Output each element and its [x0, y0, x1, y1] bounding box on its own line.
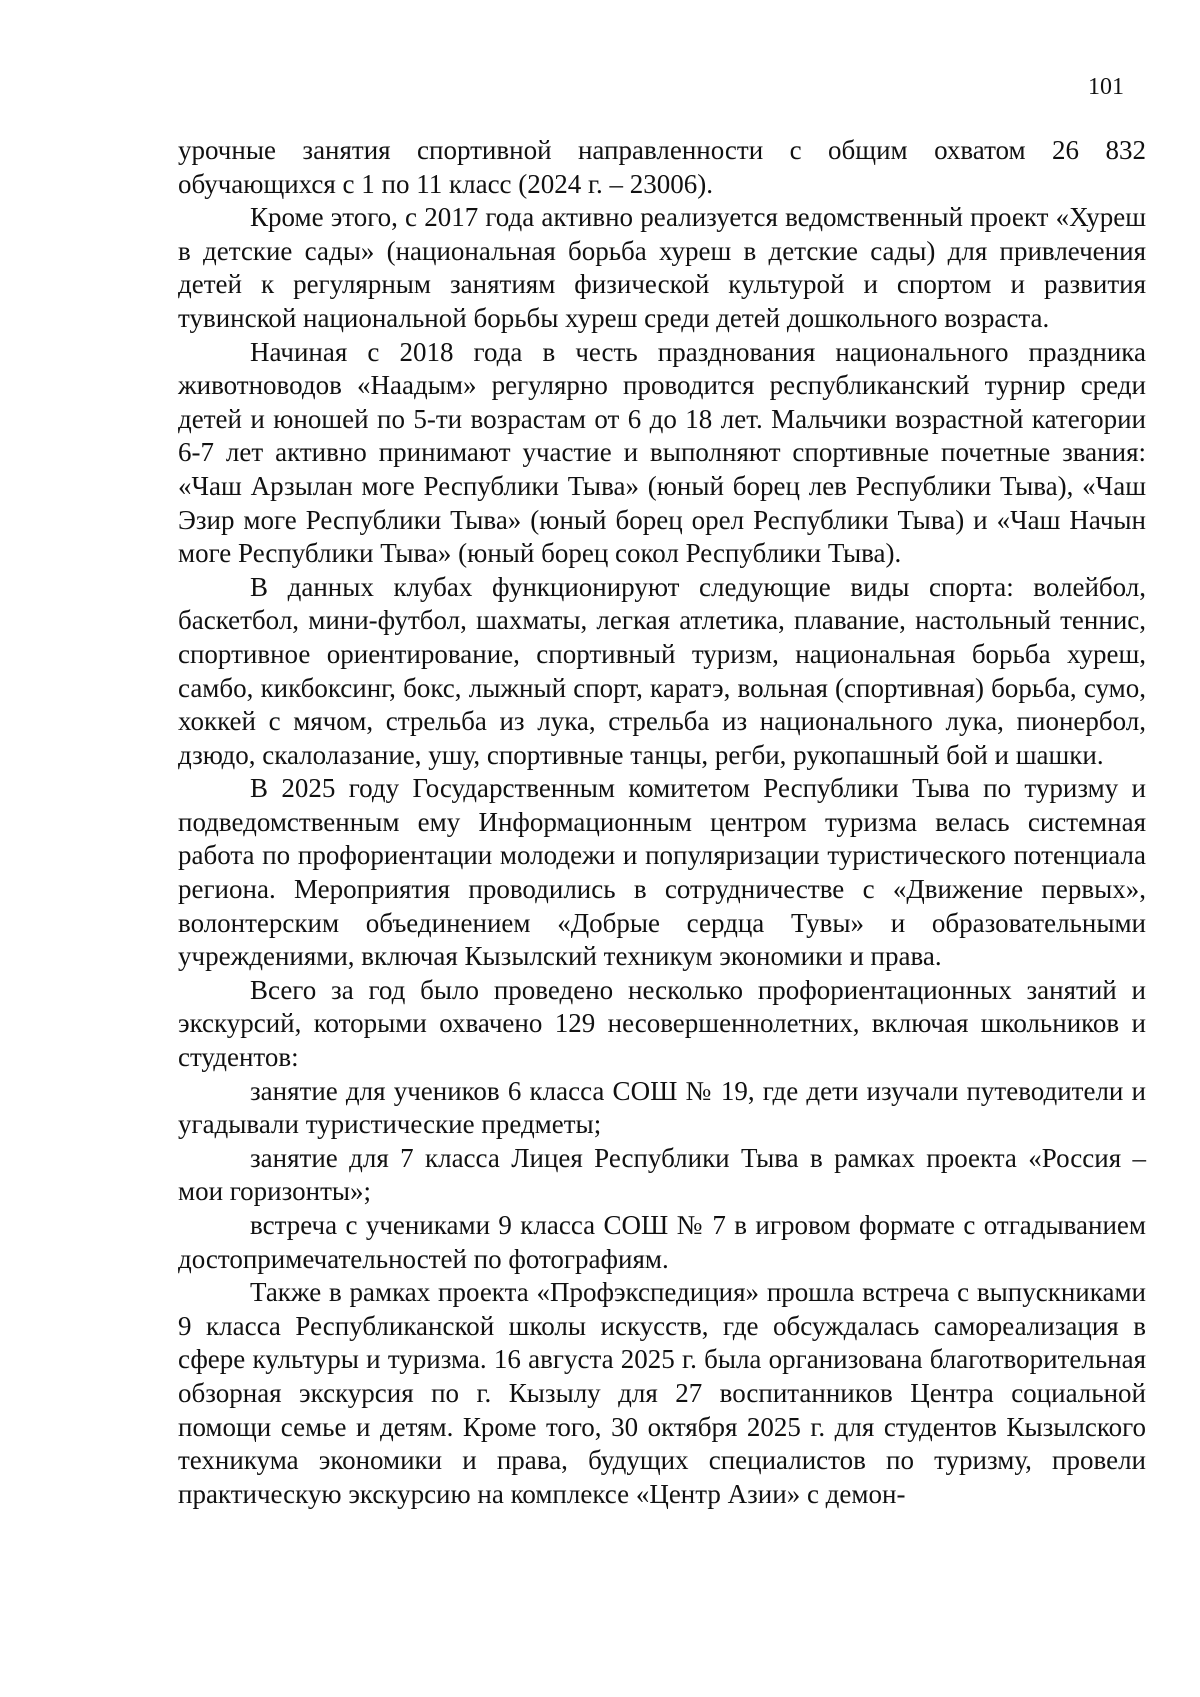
list-item-1: занятие для учеников 6 класса СОШ № 19, где дети изучали путеводители и угадывали туристические предметы; — [178, 1075, 1146, 1140]
page-number: 101 — [1088, 74, 1124, 100]
list-item-2: занятие для 7 класса Лицея Республики Тыва в рамках проекта «Россия – мои горизонты»; — [178, 1142, 1146, 1207]
paragraph-5: В 2025 году Государственным комитетом Республики Тыва по туризму и подведомственным ему Информационным центром туризма велась системная работа по профориентации молодежи и популяризации туристического потенциала региона. Мероприятия проводились в сотрудничестве с «Движение первых», волонтерским объединением «Добрые сердца Тувы» и образовательными учреждениями, включая Кызылский техникум экономики и права. — [178, 773, 1146, 972]
list-item-3: встреча с учениками 9 класса СОШ № 7 в игровом формате с отгадыванием достопримечательностей по фотографиям. — [178, 1210, 1146, 1274]
paragraph-2: Кроме этого, с 2017 года активно реализуется ведомственный проект «Хуреш в детские сады» (национальная борьба хуреш в детские сады) для привлечения детей к регулярным занятиям физической культурой и спортом и развития тувинской национальной борьбы хуреш среди детей дошкольного возраста. — [178, 202, 1146, 333]
paragraph-6: Всего за год было проведено несколько профориентационных занятий и экскурсий, которыми охвачено 129 несовершеннолетних, включая школьников и студентов: — [178, 974, 1146, 1073]
paragraph-1: урочные занятия спортивной направленности с общим охватом 26 832 обучающихся с 1 по 11 класс (2024 г. – 23006). — [178, 135, 1146, 199]
paragraph-4: В данных клубах функционируют следующие виды спорта: волейбол, баскетбол, мини-футбол, шахматы, легкая атлетика, плавание, настольный теннис, спортивное ориентирование, спортивный туризм, национальная борьба хуреш, самбо, кикбоксинг, бокс, лыжный спорт, каратэ, вольная (спортивная) борьба, сумо, хоккей с мячом, стрельба из лука, стрельба из национального лука, пионербол, дзюдо, скалолазание, ушу, спортивные танцы, регби, рукопашный бой и шашки. — [178, 571, 1146, 770]
document-body — [178, 134, 1146, 1511]
paragraph-3: Начиная с 2018 года в честь празднования национального праздника животноводов «Наадым» регулярно проводится республиканский турнир среди детей и юношей по 5-ти возрастам от 6 до 18 лет. Мальчики возрастной категории 6-7 лет активно принимают участие и выполняют спортивные почетные звания: «Чаш Арзылан моге Республики Тыва» (юный борец лев Республики Тыва), «Чаш Эзир моге Республики Тыва» (юный борец орел Республики Тыва) и «Чаш Начын моге Республики Тыва» (юный борец сокол Республики Тыва). — [178, 336, 1146, 569]
paragraph-7: Также в рамках проекта «Профэкспедиция» прошла встреча с выпускниками 9 класса Республиканской школы искусств, где обсуждалась самореализация в сфере культуры и туризма. 16 августа 2025 г. была организована благотворительная обзорная экскурсия по г. Кызылу для 27 воспитанников Центра социальной помощи семье и детям. Кроме того, 30 октября 2025 г. для студентов Кызылского техникума экономики и права, будущих специалистов по туризму, провели практическую экскурсию на комплексе «Центр Азии» с демон- — [178, 1277, 1146, 1509]
